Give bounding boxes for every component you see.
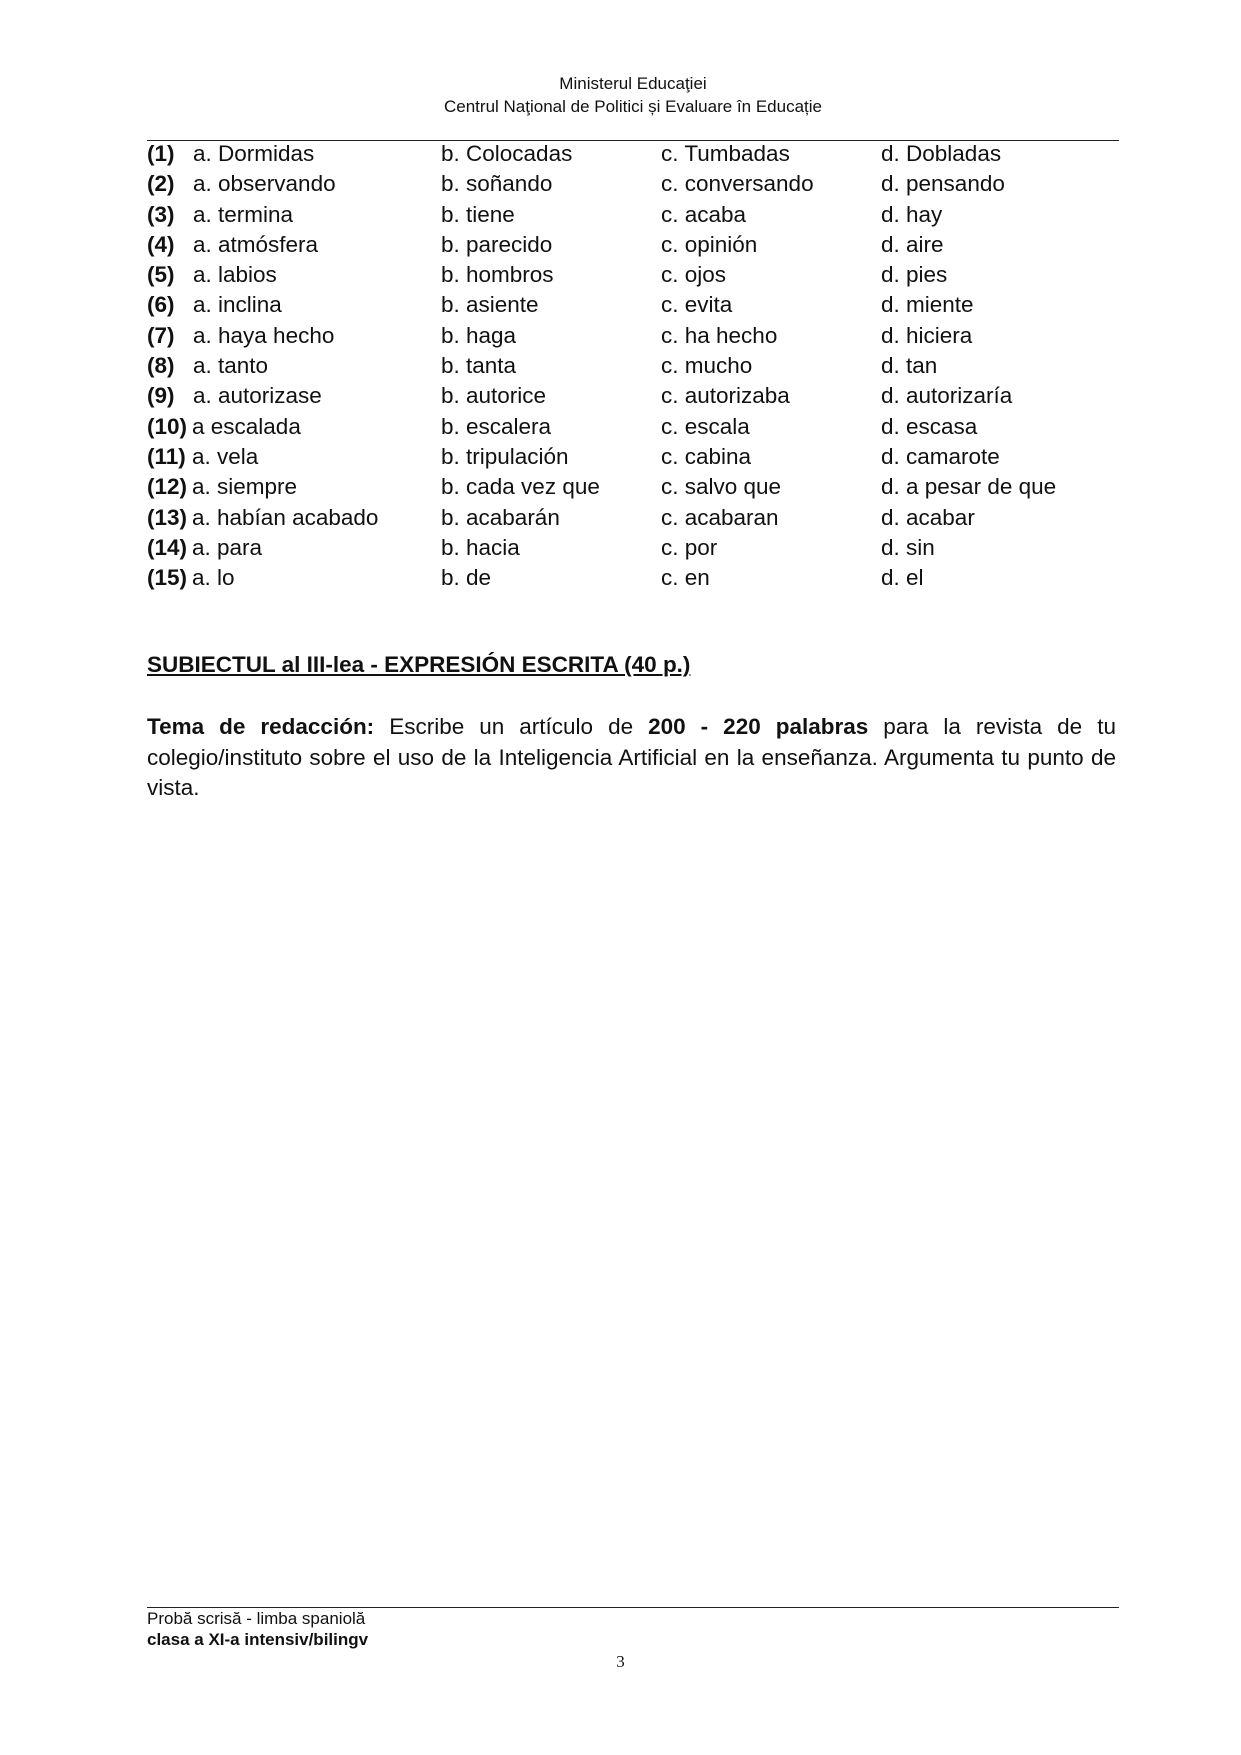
item-number: (14): [147, 534, 188, 560]
item-number: (11): [147, 443, 186, 469]
option-row: [147, 533, 1119, 563]
option-b: b. asiente: [441, 292, 539, 318]
option-d: d. camarote: [881, 443, 1000, 469]
option-c: c. por: [661, 534, 718, 560]
option-c: c. evita: [661, 292, 733, 318]
item-number: (12): [147, 474, 188, 500]
option-a: a. haya hecho: [193, 322, 335, 348]
option-a: a. termina: [193, 201, 294, 227]
option-b: b. tanta: [441, 353, 517, 379]
option-d: d. escasa: [881, 413, 978, 439]
option-row: [147, 381, 1119, 411]
option-d: d. acabar: [881, 504, 975, 530]
item-number: (5): [147, 262, 175, 288]
option-d: d. a pesar de que: [881, 474, 1057, 500]
option-a: a. Dormidas: [193, 141, 315, 166]
option-d: d. hiciera: [881, 322, 973, 348]
page-footer: [147, 1608, 368, 1650]
item-number: (1): [147, 141, 175, 166]
option-b: b. Colocadas: [441, 141, 573, 166]
header-center: Centrul Naţional de Politici și Evaluare în Educație: [444, 97, 822, 116]
option-b: b. acabarán: [441, 504, 560, 530]
option-c: c. en: [661, 565, 710, 591]
option-row: [147, 230, 1119, 260]
option-d: d. autorizaría: [881, 383, 1013, 409]
option-c: c. acabaran: [661, 504, 779, 530]
page-header: [147, 72, 1119, 118]
option-row: [147, 351, 1119, 381]
option-c: c. Tumbadas: [661, 141, 790, 166]
option-c: c. autorizaba: [661, 383, 790, 409]
option-a: a. tanto: [193, 353, 269, 379]
option-c: c. ojos: [661, 262, 727, 288]
item-number: (7): [147, 322, 175, 348]
task-word-count: 200 - 220 palabras: [648, 714, 869, 739]
option-row: [147, 472, 1119, 502]
option-b: b. parecido: [441, 231, 553, 257]
option-b: b. hombros: [441, 262, 554, 288]
option-d: d. pies: [881, 262, 948, 288]
option-b: b. soñando: [441, 171, 553, 197]
option-b: b. hacia: [441, 534, 520, 560]
section-title: SUBIECTUL al III-lea - EXPRESIÓN ESCRITA (40 p.): [147, 652, 691, 677]
page-number: 3: [616, 1652, 625, 1671]
option-a: a. vela: [192, 443, 259, 469]
option-a: a escalada: [192, 413, 301, 439]
footer-exam-title: Probă scrisă - limba spaniolă: [147, 1609, 366, 1628]
option-row: [147, 290, 1119, 320]
option-row: [147, 139, 1119, 169]
option-d: d. el: [881, 565, 924, 591]
option-d: d. hay: [881, 201, 943, 227]
option-a: a. atmósfera: [193, 231, 319, 257]
option-c: c. acaba: [661, 201, 747, 227]
footer-class: clasa a XI-a intensiv/bilingv: [147, 1630, 369, 1649]
option-c: c. conversando: [661, 171, 814, 197]
header-ministry: Ministerul Educaţiei: [559, 74, 707, 93]
option-b: b. autorice: [441, 383, 547, 409]
option-row: [147, 442, 1119, 472]
option-row: [147, 321, 1119, 351]
item-number: (10): [147, 413, 188, 439]
option-row: [147, 563, 1119, 593]
option-a: a. labios: [193, 262, 277, 288]
option-d: d. pensando: [881, 171, 1005, 197]
option-row: [147, 200, 1119, 230]
item-number: (8): [147, 353, 175, 379]
item-number: (15): [147, 565, 188, 591]
task-text-part1: Escribe un artículo de: [374, 714, 649, 739]
option-c: c. mucho: [661, 353, 753, 379]
option-a: a. observando: [193, 171, 336, 197]
item-number: (3): [147, 201, 175, 227]
option-d: d. sin: [881, 534, 935, 560]
option-a: a. siempre: [192, 474, 298, 500]
option-d: d. miente: [881, 292, 974, 318]
option-b: b. cada vez que: [441, 474, 600, 500]
option-row: [147, 503, 1119, 533]
writing-task: [147, 712, 1116, 804]
option-a: a. lo: [192, 565, 235, 591]
option-a: a. habían acabado: [192, 504, 379, 530]
option-b: b. de: [441, 565, 492, 591]
task-label: Tema de redacción:: [147, 714, 375, 739]
option-row: [147, 260, 1119, 290]
option-a: a. para: [192, 534, 263, 560]
option-c: c. opinión: [661, 231, 758, 257]
option-c: c. escala: [661, 413, 750, 439]
option-c: c. salvo que: [661, 474, 782, 500]
item-number: (2): [147, 171, 175, 197]
option-row: [147, 412, 1119, 442]
option-d: d. aire: [881, 231, 944, 257]
option-b: b. haga: [441, 322, 517, 348]
item-number: (6): [147, 292, 175, 318]
task-text-part2: para la revista de tu colegio/instituto sobre el uso de la Inteligencia Artificial en la enseñanza. Argumenta tu punto de vista.: [147, 714, 1116, 800]
option-b: b. escalera: [441, 413, 552, 439]
item-number: (9): [147, 383, 175, 409]
item-number: (13): [147, 504, 188, 530]
option-b: b. tripulación: [441, 443, 569, 469]
option-d: d. tan: [881, 353, 938, 379]
option-c: c. ha hecho: [661, 322, 778, 348]
option-b: b. tiene: [441, 201, 515, 227]
option-a: a. autorizase: [193, 383, 322, 409]
option-c: c. cabina: [661, 443, 752, 469]
option-d: d. Dobladas: [881, 141, 1002, 166]
option-row: [147, 169, 1119, 199]
answer-options-table: [147, 139, 1119, 593]
option-a: a. inclina: [193, 292, 282, 318]
item-number: (4): [147, 231, 175, 257]
